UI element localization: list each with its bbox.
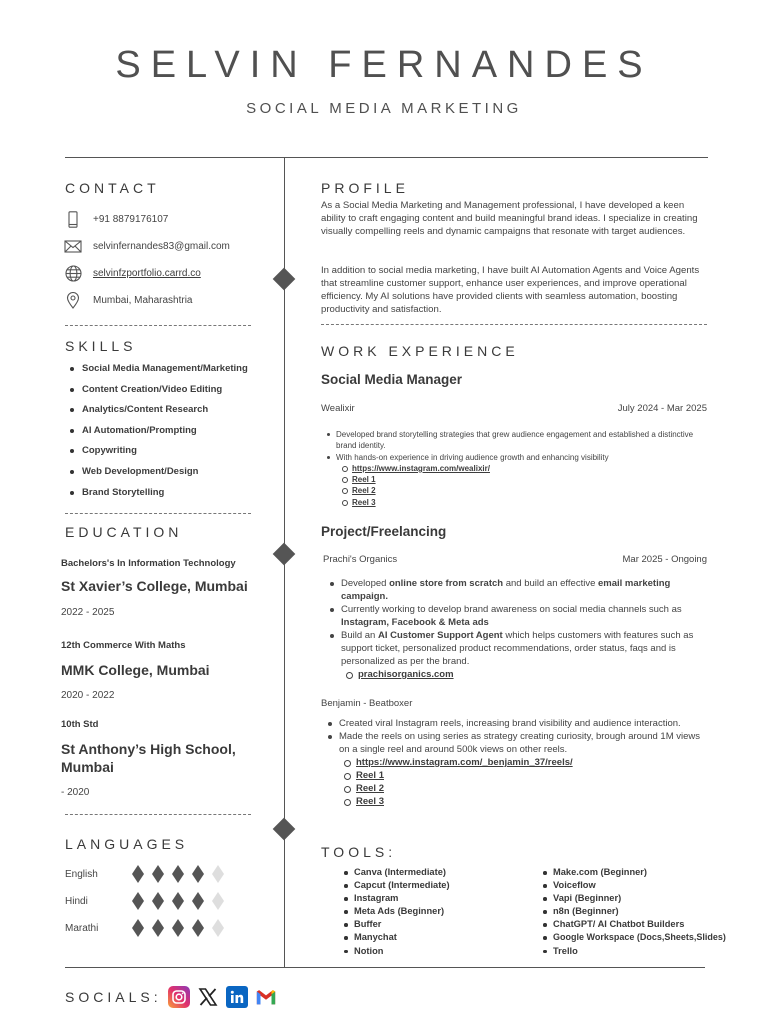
reel-link[interactable]: Reel 2: [352, 486, 376, 496]
language-level: [132, 892, 232, 910]
skill-item: Copywriting: [82, 445, 248, 466]
level-diamond-filled: [172, 865, 184, 883]
job-bullets: [341, 577, 707, 681]
level-diamond-filled: [192, 919, 204, 937]
link-item: [356, 782, 707, 795]
bullet-emphasis: Instagram, Facebook & Meta ads: [341, 617, 489, 628]
education-degree: 10th Std: [61, 719, 99, 730]
education-heading: EDUCATION: [65, 524, 183, 540]
profile-paragraph: As a Social Media Marketing and Management professional, I have developed a keen ability to craft engaging content and build meaningful brand ideas. I specialize in creating visually compelling reels and dynamic campaigns that resonate with target audiences.: [321, 200, 698, 237]
header-divider: [65, 157, 708, 158]
education-school: St Xavier’s College, Mumbai: [61, 578, 248, 594]
job-bullet: [341, 577, 707, 603]
level-diamond-empty: [212, 865, 224, 883]
bullet-text: and build an effective: [503, 578, 598, 589]
tool-item: Meta Ads (Beginner): [354, 905, 534, 918]
level-diamond-filled: [192, 892, 204, 910]
instagram-link[interactable]: https://www.instagram.com/_benjamin_37/reels/: [356, 757, 573, 768]
website-link[interactable]: selvinfzportfolio.carrd.co: [93, 267, 201, 279]
location-pin-icon: [64, 291, 82, 309]
skill-item: Content Creation/Video Editing: [82, 384, 248, 405]
language-row: [65, 891, 232, 911]
link-item: [358, 668, 707, 681]
level-diamond-filled: [132, 892, 144, 910]
reel-link[interactable]: Reel 1: [352, 475, 376, 485]
tool-item: Make.com (Beginner): [553, 866, 765, 879]
socials-heading: SOCIALS:: [65, 989, 162, 1005]
phone-text: +91 8879176107: [93, 213, 169, 225]
tool-item: Voiceflow: [553, 879, 765, 892]
job-dates: Mar 2025 - Ongoing: [622, 554, 707, 565]
resume-name: SELVIN FERNANDES: [115, 44, 653, 86]
bullet-text: Build an: [341, 630, 378, 641]
level-diamond-filled: [152, 865, 164, 883]
tools-list: [553, 866, 765, 958]
link-item: [356, 795, 707, 808]
job-bullet: [336, 452, 708, 508]
section-separator: [65, 814, 251, 815]
divider-diamond: [273, 818, 296, 841]
skill-item: AI Automation/Prompting: [82, 425, 248, 446]
tool-item: n8n (Beginner): [553, 905, 765, 918]
divider-diamond: [273, 268, 296, 291]
language-level: [132, 919, 232, 937]
level-diamond-filled: [152, 919, 164, 937]
education-years: - 2020: [61, 787, 90, 798]
job-bullet: [341, 603, 707, 629]
linkedin-icon[interactable]: [226, 986, 248, 1008]
level-diamond-filled: [172, 919, 184, 937]
job-bullets: [336, 429, 708, 508]
bullet-text: Developed: [341, 578, 390, 589]
language-row: [65, 918, 232, 938]
contact-phone: [64, 209, 168, 229]
resume-subtitle: SOCIAL MEDIA MARKETING: [246, 100, 522, 117]
link-item: [352, 485, 708, 496]
level-diamond-empty: [212, 919, 224, 937]
education-degree: 12th Commerce With Maths: [61, 640, 186, 651]
reel-link[interactable]: Reel 3: [356, 796, 384, 807]
job-links: [358, 668, 707, 681]
instagram-icon[interactable]: [168, 986, 190, 1008]
bullet-text: which helps customers with features such as support ticket, personalized product recommendations, order status, faqs and is personalized as per the brand.: [341, 630, 694, 667]
tool-item: ChatGPT/ AI Chatbot Builders: [553, 918, 765, 931]
website-link[interactable]: prachisorganics.com: [358, 669, 454, 680]
language-row: [65, 864, 232, 884]
link-item: [352, 474, 708, 485]
job-company: Benjamin - Beatboxer: [321, 698, 413, 709]
education-years: 2022 - 2025: [61, 607, 115, 618]
tool-item: Buffer: [354, 918, 534, 931]
link-item: [352, 497, 708, 508]
bullet-emphasis: email marketing campaign.: [341, 578, 671, 602]
level-diamond-filled: [132, 865, 144, 883]
section-separator: [65, 513, 251, 514]
profile-paragraph: In addition to social media marketing, I have built AI Automation Agents and Voice Agents that streamline customer support, enhance user experiences, and improve operational efficiency. My AI solutions have provided clients with seamless automation, boosting productivity and satisfaction.: [321, 265, 700, 315]
tool-item: Vapi (Beginner): [553, 892, 765, 905]
job-company: Wealixir: [321, 403, 355, 414]
skill-item: Brand Storytelling: [82, 487, 248, 508]
phone-icon: [64, 210, 82, 228]
job-bullet-text: With hands-on experience in driving audience growth and enhancing visibility: [336, 452, 609, 462]
link-item: [356, 769, 707, 782]
job-bullet: [341, 629, 707, 681]
link-item: [352, 463, 708, 474]
job-dates: July 2024 - Mar 2025: [617, 403, 707, 414]
education-degree: Bachelors's In Information Technology: [61, 558, 236, 569]
tool-item: Google Workspace (Docs,Sheets,Slides): [553, 931, 765, 944]
tool-item: Manychat: [354, 931, 534, 944]
contact-location: [64, 290, 192, 310]
location-text: Mumbai, Maharashtria: [93, 294, 193, 306]
level-diamond-filled: [132, 919, 144, 937]
reel-link[interactable]: Reel 2: [356, 783, 384, 794]
skill-item: Analytics/Content Research: [82, 404, 248, 425]
email-text: selvinfernandes83@gmail.com: [93, 240, 230, 252]
profile-heading: PROFILE: [321, 180, 409, 196]
tool-item: Instagram: [354, 892, 534, 905]
education-school: St Anthony’s High School, Mumbai: [61, 741, 236, 775]
education-years: 2020 - 2022: [61, 690, 115, 701]
section-separator: [65, 325, 251, 326]
reel-link[interactable]: Reel 3: [352, 497, 376, 507]
language-level: [132, 865, 232, 883]
contact-heading: CONTACT: [65, 180, 160, 196]
socials-bar: [65, 986, 284, 1008]
tool-item: Canva (Intermediate): [354, 866, 534, 879]
reel-link[interactable]: Reel 1: [356, 770, 384, 781]
divider-diamond: [273, 543, 296, 566]
level-diamond-filled: [152, 892, 164, 910]
skill-item: Web Development/Design: [82, 466, 248, 487]
contact-email: [64, 236, 230, 256]
level-diamond-filled: [192, 865, 204, 883]
job-title: Social Media Manager: [321, 372, 463, 387]
footer-divider: [65, 967, 705, 968]
job-bullet: [339, 730, 707, 808]
globe-icon: [64, 264, 82, 282]
tool-item: Capcut (Intermediate): [354, 879, 534, 892]
work-heading: WORK EXPERIENCE: [321, 343, 519, 359]
tool-item: Trello: [553, 945, 765, 958]
mail-icon: [64, 237, 82, 255]
bullet-emphasis: online store from scratch: [389, 578, 504, 589]
section-separator: [321, 324, 707, 325]
job-links: [352, 463, 708, 508]
tool-item: Notion: [354, 945, 534, 958]
language-name: Marathi: [65, 922, 99, 934]
job-links: [356, 756, 707, 808]
level-diamond-empty: [212, 892, 224, 910]
x-icon[interactable]: [197, 986, 219, 1008]
tools-list: [354, 866, 534, 958]
job-title: Project/Freelancing: [321, 524, 447, 539]
skills-heading: SKILLS: [65, 338, 137, 354]
skill-item: Social Media Management/Marketing: [82, 363, 248, 384]
education-school: MMK College, Mumbai: [61, 662, 210, 678]
job-bullet-text: Made the reels on using series as strategy creating curiosity, brough around 1M views on a single reel and around 500k views on other reels.: [339, 731, 701, 755]
bullet-text: Currently working to develop brand awareness on social media channels such as: [341, 604, 682, 615]
instagram-link[interactable]: https://www.instagram.com/wealixir/: [352, 463, 490, 473]
contact-website: [64, 263, 201, 283]
tools-heading: TOOLS:: [321, 844, 397, 860]
level-diamond-filled: [172, 892, 184, 910]
job-bullet: Created viral Instagram reels, increasing brand visibility and audience interaction.: [339, 717, 707, 730]
language-name: English: [65, 868, 98, 880]
language-name: Hindi: [65, 895, 88, 907]
languages-heading: LANGUAGES: [65, 836, 189, 852]
job-bullet: Developed brand storytelling strategies that grew audience engagement and established a distinctive brand identity.: [336, 429, 708, 452]
job-bullets: [339, 717, 707, 808]
link-item: [356, 756, 707, 769]
bullet-emphasis: AI Customer Support Agent: [377, 630, 503, 641]
job-company: Prachi's Organics: [323, 554, 398, 565]
skills-list: [82, 363, 248, 507]
gmail-icon[interactable]: [255, 986, 277, 1008]
